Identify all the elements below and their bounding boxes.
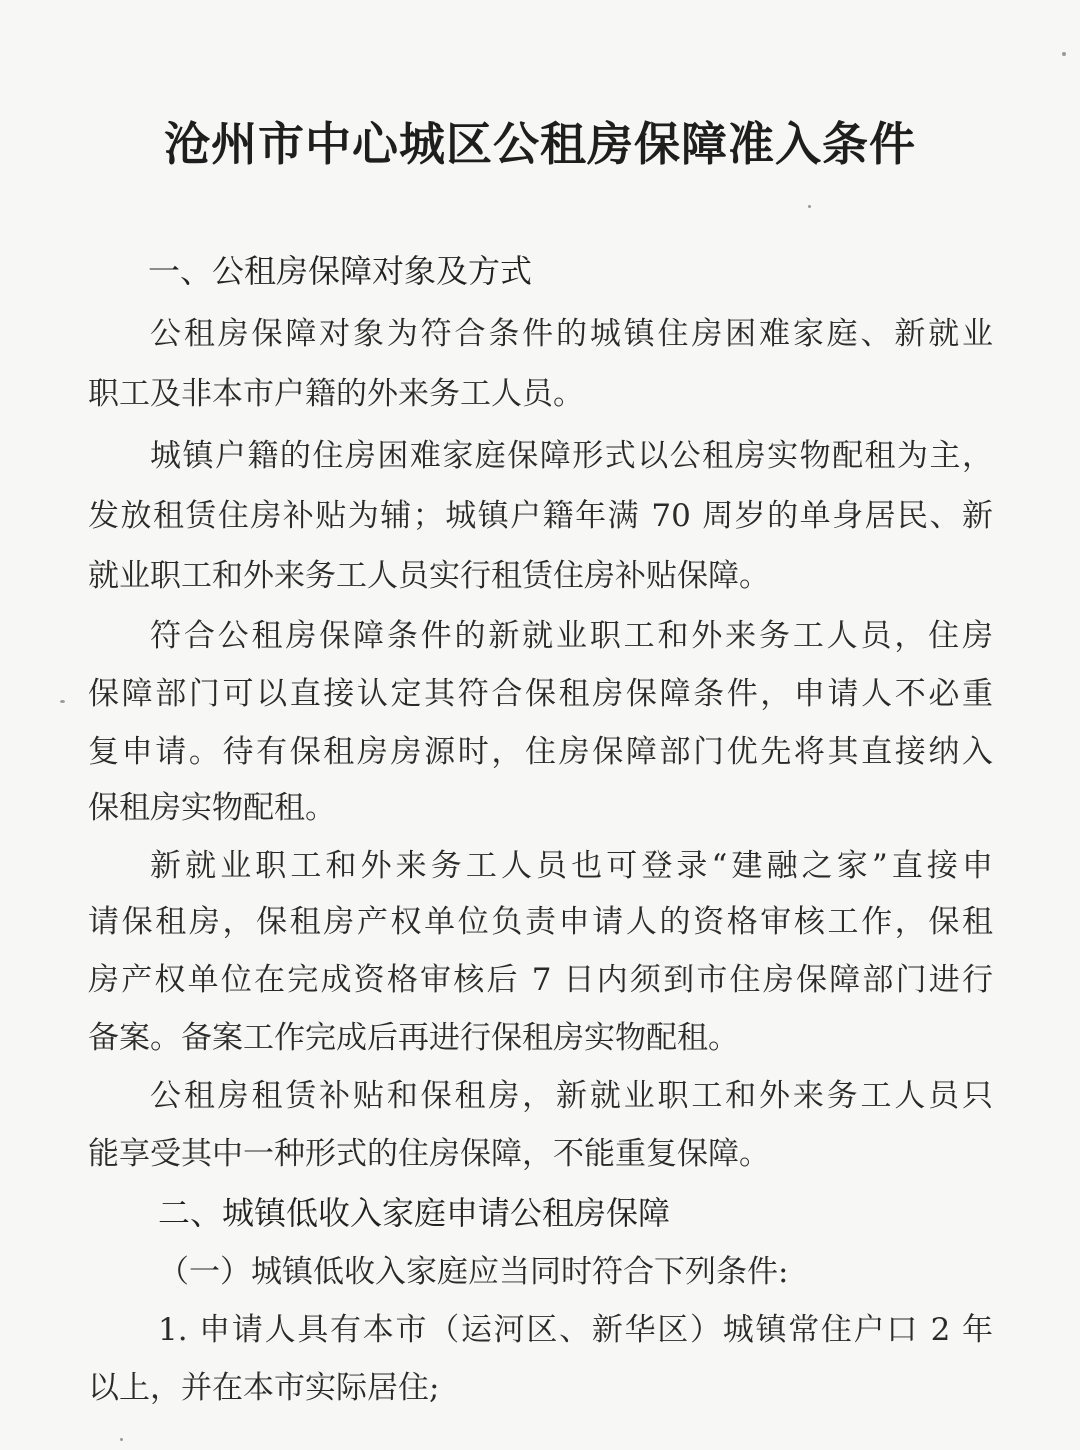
scan-speck bbox=[120, 1438, 123, 1441]
section-heading-2: 二、城镇低收入家庭申请公租房保障 bbox=[158, 1194, 671, 1232]
paragraph-line: 公租房保障对象为符合条件的城镇住房困难家庭、新就业 bbox=[150, 316, 993, 352]
section-heading-1: 一、公租房保障对象及方式 bbox=[148, 252, 533, 290]
paragraph-line: 职工及非本市户籍的外来务工人员。 bbox=[88, 376, 584, 412]
paragraph-line: 房产权单位在完成资格审核后 7 日内须到市住房保障部门进行 bbox=[88, 962, 993, 998]
scan-speck bbox=[60, 700, 65, 703]
paragraph-line: 保障部门可以直接认定其符合保租房保障条件，申请人不必重 bbox=[88, 676, 993, 712]
paragraph-line: 复申请。待有保租房房源时，住房保障部门优先将其直接纳入 bbox=[88, 734, 993, 770]
paragraph-line: 备案。备案工作完成后再进行保租房实物配租。 bbox=[88, 1020, 739, 1056]
paragraph-line: 请保租房，保租房产权单位负责申请人的资格审核工作，保租 bbox=[88, 904, 993, 940]
document-title: 沧州市中心城区公租房保障准入条件 bbox=[164, 117, 916, 171]
list-item-line: 1. 申请人具有本市（运河区、新华区）城镇常住户口 2 年 bbox=[158, 1312, 993, 1348]
paragraph-line: 符合公租房保障条件的新就业职工和外来务工人员，住房 bbox=[150, 618, 993, 654]
paragraph-line: 保租房实物配租。 bbox=[88, 790, 336, 826]
subsection-heading: （一）城镇低收入家庭应当同时符合下列条件: bbox=[158, 1254, 789, 1290]
list-item-line: 以上，并在本市实际居住; bbox=[88, 1370, 440, 1406]
paragraph-line: 城镇户籍的住房困难家庭保障形式以公租房实物配租为主， bbox=[150, 438, 993, 474]
paragraph-line: 公租房租赁补贴和保租房，新就业职工和外来务工人员只 bbox=[150, 1078, 993, 1114]
paragraph-line: 能享受其中一种形式的住房保障，不能重复保障。 bbox=[88, 1136, 770, 1172]
paragraph-line: 发放租赁住房补贴为辅；城镇户籍年满 70 周岁的单身居民、新 bbox=[88, 498, 993, 534]
scan-speck bbox=[1062, 52, 1066, 56]
scan-speck bbox=[808, 205, 811, 208]
paragraph-line: 新就业职工和外来务工人员也可登录“建融之家”直接申 bbox=[150, 848, 993, 884]
paragraph-line: 就业职工和外来务工人员实行租赁住房补贴保障。 bbox=[88, 558, 770, 594]
